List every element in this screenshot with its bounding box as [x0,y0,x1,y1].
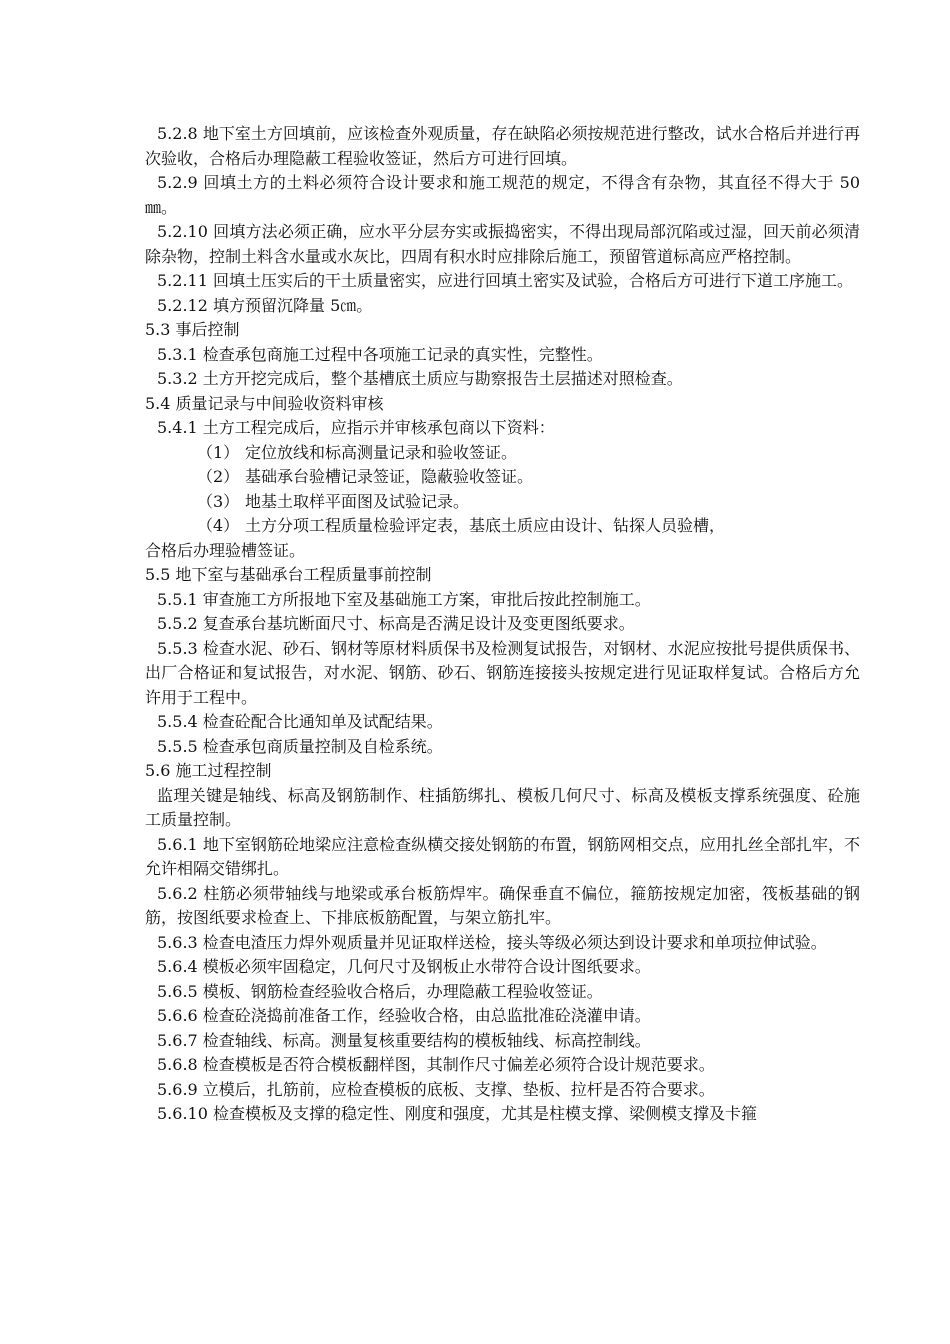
paragraph: 5.2.10 回填方法必须正确，应水平分层夯实或振捣密实，不得出现局部沉陷或过湿，回天前必须清除杂物，控制土料含水量或水灰比，四周有积水时应排除后施工，预留管道标高应严格控制。 [145,222,860,266]
list-item [145,514,860,539]
paragraph-group-2 [145,563,860,1127]
paragraph: 5.5.4 检查砼配合比通知单及试配结果。 [157,712,443,731]
list-item-text: 定位放线和标高测量记录和验收签证。 [245,442,518,462]
paragraph: 5.2.9 回填土方的土料必须符合设计要求和施工规范的规定，不得含有杂物，其直径不得大于 50㎜。 [145,173,860,217]
paragraph: 5.3.1 检查承包商施工过程中各项施工记录的真实性，完整性。 [157,344,603,364]
paragraph: 5.5.3 检查水泥、砂石、钢材等原材料质保书及检测复试报告，对钢材、水泥应按批号提供质保书、出厂合格证和复试报告，对水泥、钢筋、砂石、钢筋连接接头按规定进行见证取样复试。合格后方允许用于工程中。 [145,638,860,707]
list-continuation: 合格后办理验槽签证。 [145,540,306,560]
paragraph: 5.2.11 回填土压实后的干土质量密实，应进行回填土密实及试验，合格后方可进行下道工序施工。 [157,271,853,290]
list-item-text: 土方分项工程质量检验评定表，基底土质应由设计、钻探人员验槽， [245,516,726,535]
paragraph: 5.6.10 检查模板及支撑的稳定性、刚度和强度，尤其是柱模支撑、梁侧模支撑及卡箍 [157,1104,757,1123]
paragraph: 5.6.1 地下室钢筋砼地梁应注意检查纵横交接处钢筋的布置，钢筋网相交点，应用扎丝全部扎牢，不允许相隔交错绑扎。 [145,834,860,878]
paragraph: 5.2.8 地下室土方回填前，应该检查外观质量，存在缺陷必须按规范进行整改，试水合格后并进行再次验收，合格后办理隐蔽工程验收签证，然后方可进行回填。 [145,124,860,168]
list-item-number: （4） [197,516,240,535]
paragraph: 5.5.5 检查承包商质量控制及自检系统。 [157,736,443,756]
paragraph: 5.3 事后控制 [145,320,240,339]
list-item-number: （1） [197,442,240,462]
paragraph: 5.4 质量记录与中间验收资料审核 [145,393,384,413]
paragraph: 5.6.2 柱筋必须带轴线与地梁或承台板筋焊牢。确保垂直不偏位，箍筋按规定加密，筏板基础的钢筋，按图纸要求检查上、下排底板筋配置，与架立筋扎牢。 [145,883,860,927]
list-item-number: （3） [197,491,240,511]
list-item-number: （2） [197,467,240,486]
paragraph: 5.6.9 立模后，扎筋前，应检查模板的底板、支撑、垫板、拉杆是否符合要求。 [157,1079,715,1099]
paragraph: 5.6.4 模板必须牢固稳定，几何尺寸及钢板止水带符合设计图纸要求。 [157,957,651,976]
paragraph: 5.6.5 模板、钢筋检查经验收合格后，办理隐蔽工程验收签证。 [157,981,603,1001]
paragraph: 5.5.1 审查施工方所报地下室及基础施工方案，审批后按此控制施工。 [157,589,651,609]
list-item [145,490,860,515]
paragraph: 5.6 施工过程控制 [145,761,272,780]
paragraph: 5.6.8 检查模板是否符合模板翻样图，其制作尺寸偏差必须符合设计规范要求。 [157,1055,715,1074]
paragraph: 5.2.12 填方预留沉降量 5㎝。 [157,295,373,315]
paragraph: 监理关键是轴线、标高及钢筋制作、柱插筋绑扎、模板几何尺寸、标高及模板支撑系统强度、砼施工质量控制。 [145,785,860,829]
paragraph: 5.3.2 土方开挖完成后，整个基槽底土质应与勘察报告土层描述对照检查。 [157,369,683,388]
paragraph: 5.6.3 检查电渣压力焊外观质量并见证取样送检，接头等级必须达到设计要求和单项拉伸试验。 [157,932,827,952]
paragraph: 5.6.6 检查砼浇捣前准备工作，经验收合格，由总监批准砼浇灌申请。 [157,1006,651,1025]
list-item-text: 基础承台验槽记录签证，隐蔽验收签证。 [245,467,534,486]
paragraph: 5.5 地下室与基础承台工程质量事前控制 [145,565,432,584]
list-item [145,441,860,466]
paragraph: 5.5.2 复查承台基坑断面尺寸、标高是否满足设计及变更图纸要求。 [157,614,635,633]
numbered-list [145,441,860,539]
paragraph: 5.6.7 检查轴线、标高。测量复核重要结构的模板轴线、标高控制线。 [157,1030,651,1050]
list-item-text: 地基土取样平面图及试验记录。 [245,491,470,511]
list-item [145,465,860,490]
document-page [145,122,860,1127]
paragraph: 5.4.1 土方工程完成后，应指示并审核承包商以下资料： [157,418,555,437]
paragraph-group-1 [145,122,860,441]
